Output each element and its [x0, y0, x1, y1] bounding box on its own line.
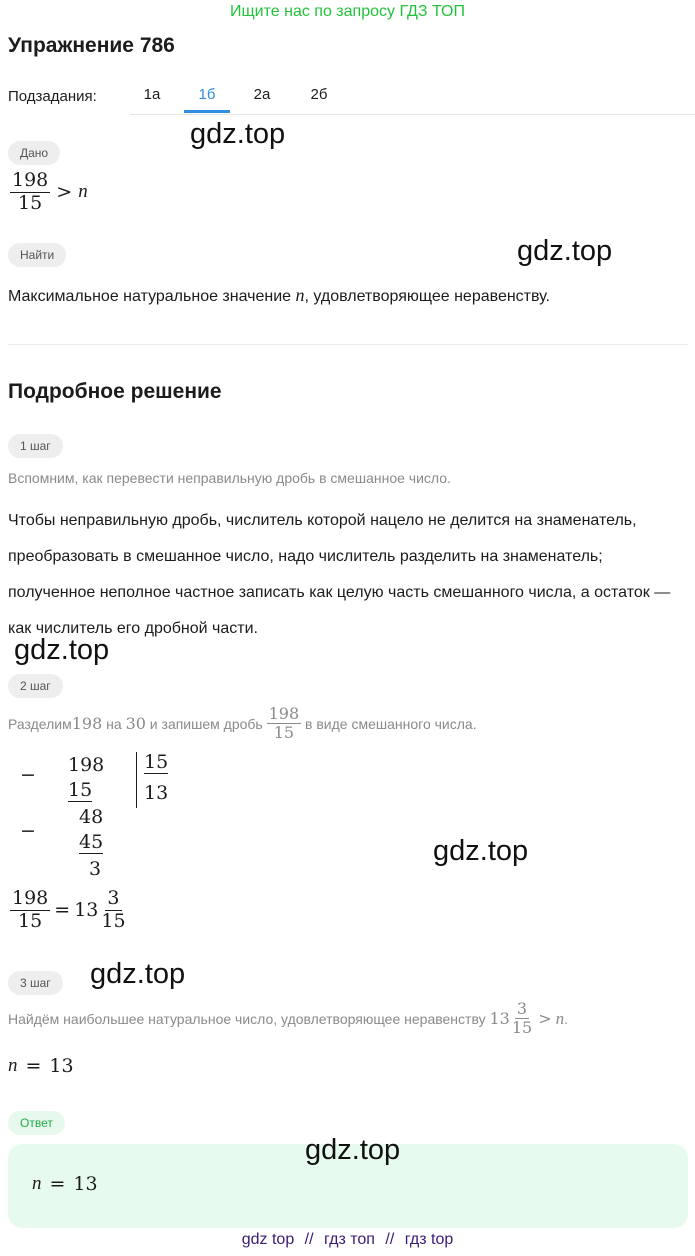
hint-text: на: [102, 715, 126, 732]
fractional-part: [510, 1000, 534, 1038]
find-text: [8, 285, 550, 306]
dividend: 198: [68, 754, 105, 776]
step2-badge: 2 шаг: [8, 674, 63, 698]
watermark: gdz.top: [517, 235, 613, 267]
division-bar: [136, 752, 137, 808]
number-198: 198: [71, 714, 103, 734]
improper-fraction: [10, 888, 50, 933]
watermark: gdz.top: [433, 835, 529, 867]
result-value: 13: [49, 1055, 74, 1077]
fraction-numerator: 3: [107, 887, 120, 909]
step3-hint: [8, 1000, 568, 1038]
variable-n: n: [555, 1008, 565, 1028]
tab-2a[interactable]: 2а: [253, 86, 271, 103]
hint-text: Разделим: [8, 715, 72, 732]
footer-link[interactable]: гдз top: [404, 1231, 454, 1248]
page-title: Упражнение 786: [8, 34, 175, 57]
fraction-denominator: 15: [511, 1018, 533, 1038]
tab-2b[interactable]: 2б: [310, 86, 328, 103]
whole-part: 13: [74, 899, 99, 922]
quotient: 13: [144, 782, 169, 804]
section-divider: [8, 344, 688, 345]
fraction-numerator: 198: [12, 169, 49, 191]
solution-title: Подробное решение: [8, 380, 222, 403]
remainder: 3: [89, 858, 102, 880]
fractional-part: [99, 888, 127, 933]
answer-badge: Ответ: [8, 1111, 65, 1135]
fraction-numerator: 198: [268, 704, 300, 723]
tab-1a[interactable]: 1а: [143, 86, 161, 103]
promo-banner[interactable]: Ищите нас по запросу ГДЗ ТОП: [230, 3, 465, 20]
footer-link[interactable]: gdz top: [241, 1231, 295, 1248]
step1-paragraph: Чтобы неправильную дробь, числитель которой нацело не делится на знаменатель, преобразовать в смешанное число, надо числитель разделить на знаменатель; полученное неполное частное записать как целую часть смешанного числа, а остаток — как числитель его дробной части.: [8, 512, 671, 637]
variable-n: n: [78, 181, 88, 203]
whole-part: 13: [489, 1009, 510, 1029]
active-tab-indicator: [184, 110, 230, 113]
find-text-a: Максимальное натуральное значение: [8, 288, 296, 305]
equals-sign: =: [49, 1173, 66, 1195]
subtrahend: 15: [68, 779, 93, 801]
minus-sign: −: [20, 764, 36, 786]
fraction-denominator: 15: [101, 909, 126, 932]
mixed-number-result: [10, 888, 128, 933]
fraction-denominator: 15: [273, 723, 295, 743]
divisor: 15: [144, 751, 169, 773]
given-badge: Дано: [8, 141, 60, 165]
find-text-b: , удовлетворяющее неравенству.: [304, 288, 550, 305]
fraction-denominator: 15: [18, 191, 43, 214]
step3-badge: 3 шаг: [8, 971, 63, 995]
variable-n: n: [32, 1173, 42, 1194]
equals-sign: =: [25, 1055, 42, 1077]
hint-fraction: [267, 705, 302, 743]
fraction-numerator: 198: [12, 887, 49, 909]
given-fraction: [10, 170, 50, 215]
hint-text: Найдём наибольшее натуральное число, удовлетворяющее неравенству: [8, 1010, 490, 1027]
footer-link[interactable]: гдз топ: [324, 1231, 375, 1248]
partial-dividend: 48: [79, 806, 104, 828]
given-inequality: [10, 170, 88, 215]
watermark: gdz.top: [14, 634, 110, 666]
fraction-denominator: 15: [18, 909, 43, 932]
tab-1b[interactable]: 1б: [198, 86, 216, 103]
step1-hint: Вспомним, как перевести неправильную дробь в смешанное число.: [8, 470, 451, 486]
hint-text: в виде смешанного числа.: [301, 715, 477, 732]
variable-n: n: [295, 285, 305, 305]
gt-sign: >: [538, 1009, 552, 1029]
watermark: gdz.top: [90, 958, 186, 990]
minus-sign: −: [20, 820, 36, 842]
find-badge: Найти: [8, 243, 66, 267]
hint-text: и запишем дробь: [145, 715, 267, 732]
step3-result: [8, 1055, 74, 1077]
variable-n: n: [8, 1055, 18, 1076]
answer-value: [32, 1173, 98, 1195]
step2-hint: [8, 705, 477, 743]
answer-number: 13: [73, 1173, 98, 1195]
number-30: 30: [125, 714, 146, 734]
footer-separator: //: [385, 1231, 395, 1248]
fraction-numerator: 3: [516, 999, 528, 1018]
footer-links: [0, 1231, 695, 1249]
gt-sign: >: [56, 181, 73, 204]
step1-badge: 1 шаг: [8, 434, 63, 458]
long-division: [0, 750, 200, 885]
watermark: gdz.top: [190, 118, 286, 150]
hint-text: .: [564, 1010, 568, 1027]
footer-separator: //: [304, 1231, 314, 1248]
subtasks-tabs: [130, 80, 695, 115]
subtrahend: 45: [79, 831, 104, 853]
watermark: gdz.top: [305, 1134, 401, 1166]
equals-sign: =: [54, 899, 71, 922]
subtasks-label: Подзадания:: [8, 88, 97, 105]
